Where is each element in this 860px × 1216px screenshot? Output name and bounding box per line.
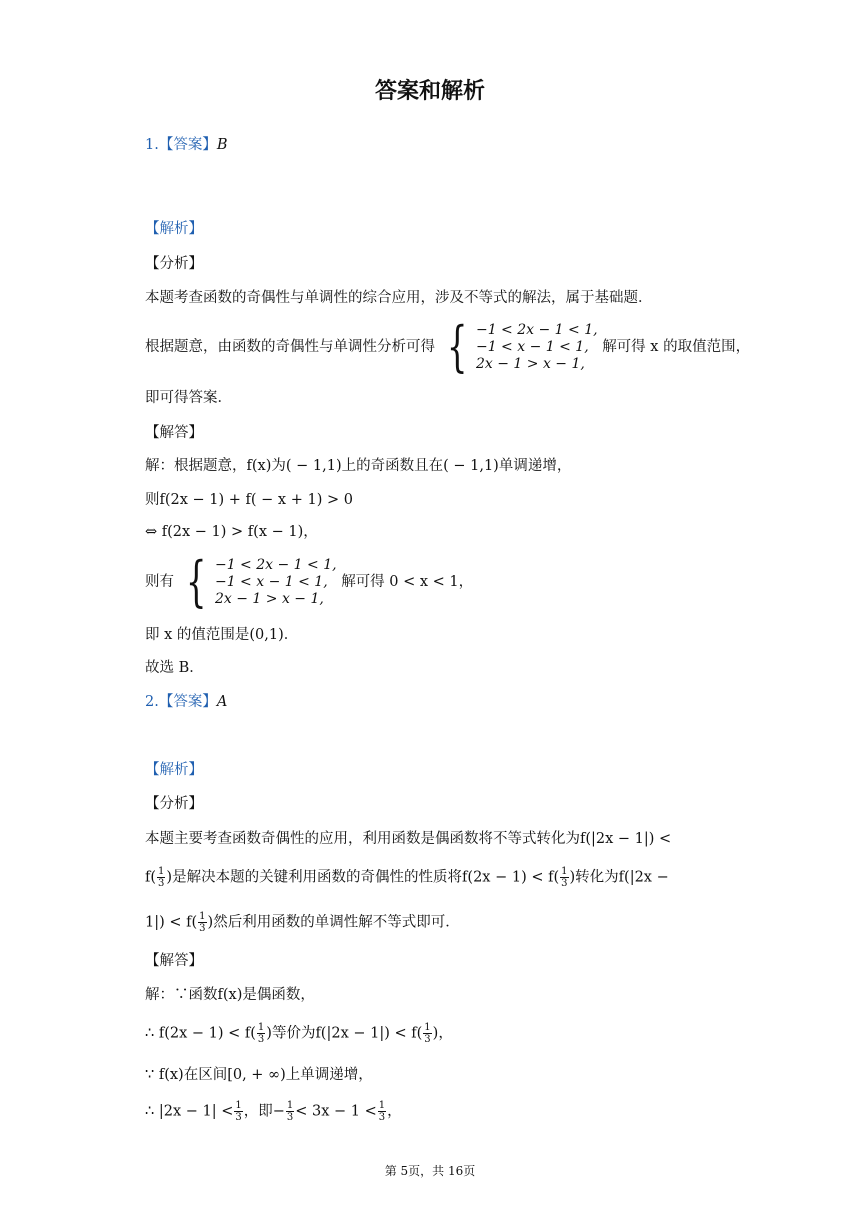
q1-answer: B (216, 137, 228, 153)
fraction-one-third: $\frac{1}{3}$ (257, 1022, 265, 1045)
fraction-one-third: $\frac{1}{3}$ (424, 1022, 431, 1045)
q1-fenxi-system (440, 315, 598, 378)
q1-step-4-post: 解可得 0 < x < 1， (341, 574, 474, 590)
q1-fenxi-end: 即可得答案． (145, 390, 232, 406)
q2-f2c: )转化为f(|2x − (569, 869, 669, 886)
page-title: 答案和解析 (374, 79, 485, 104)
q2-step-1: 解：∵函数f(x)是偶函数， (145, 987, 315, 1003)
q1-fenxi-text: 本题考查函数的奇偶性与单调性的综合应用，涉及不等式的解法，属于基础题． (145, 290, 653, 306)
q1-sys-row: −1 < 2x − 1 < 1, (475, 321, 598, 338)
fraction-one-third: $\frac{1}{3}$ (199, 911, 206, 934)
left-brace-icon: { (446, 315, 468, 378)
fraction-one-third: $\frac{1}{3}$ (286, 1100, 294, 1123)
left-brace-icon: { (185, 550, 207, 613)
q2-step-2 (145, 1022, 453, 1045)
q1-sys-row: 2x − 1 > x − 1, (475, 355, 585, 372)
q2-s4d: ， (387, 1103, 402, 1120)
q1-step-3: ⇔ f(2x − 1) > f(x − 1)， (145, 524, 318, 540)
q2-answer-tag: 【答案】 (158, 694, 217, 710)
q2-s4c: < 3x − 1 < (295, 1103, 377, 1120)
q2-f3b: )然后利用函数的单调性解不等式即可． (207, 914, 460, 931)
q2-fenxi-line-2 (145, 866, 669, 889)
q1-sys-row: 2x − 1 > x − 1, (214, 590, 324, 607)
q2-jiexi-tag: 【解析】 (145, 762, 203, 778)
q2-number: 2. (145, 694, 159, 710)
fraction-one-third: $\frac{1}{3}$ (378, 1100, 386, 1123)
q2-f2b: )是解决本题的关键利用函数的奇偶性的性质将f(2x − 1) < f( (166, 869, 560, 886)
q1-step-2: 则f(2x − 1) + f( − x + 1) > 0 (145, 492, 353, 508)
q1-jiexi-tag: 【解析】 (145, 221, 203, 237)
q2-answer: A (216, 694, 228, 710)
q2-answer-header (145, 692, 227, 712)
q2-jieda-tag: 【解答】 (145, 953, 203, 969)
fraction-one-third: $\frac{1}{3}$ (158, 866, 165, 889)
page-footer: 第 5页，共 16页 (384, 1164, 476, 1178)
q1-step-5: 即 x 的值范围是(0,1)． (145, 627, 299, 643)
q2-step-4 (145, 1100, 402, 1123)
q2-f2a: f( (145, 869, 157, 886)
q1-fenxi-tag: 【分析】 (145, 256, 203, 272)
q1-step-4-system (179, 550, 337, 613)
q1-step-4 (145, 550, 474, 613)
q1-step-4-pre: 则有 (145, 574, 174, 590)
q1-fenxi-pre: 根据题意，由函数的奇偶性与单调性分析可得 (145, 339, 435, 355)
q2-fenxi-tag: 【分析】 (145, 796, 203, 812)
fraction-one-third: $\frac{1}{3}$ (235, 1100, 242, 1123)
q1-sys-row: −1 < 2x − 1 < 1, (214, 556, 337, 573)
q2-s2c: )， (432, 1025, 453, 1042)
q2-fenxi-line-1: 本题主要考查函数奇偶性的应用，利用函数是偶函数将不等式转化为f(|2x − 1|) < (145, 831, 672, 847)
q2-s4a: ∴ |2x − 1| < (145, 1103, 234, 1120)
q1-sys-row: −1 < x − 1 < 1, (214, 573, 328, 590)
q1-number: 1. (145, 137, 159, 153)
q2-step-3: ∵ f(x)在区间[0, + ∞)上单调递增， (145, 1067, 373, 1083)
q2-s2a: ∴ f(2x − 1) < f( (145, 1025, 256, 1042)
q2-f3a: 1|) < f( (145, 914, 198, 931)
fraction-one-third: $\frac{1}{3}$ (561, 866, 568, 889)
q2-fenxi-line-3 (145, 911, 460, 934)
q2-s2b: )等价为f(|2x − 1|) < f( (266, 1025, 423, 1042)
q2-s4b: ，即− (243, 1103, 285, 1120)
q1-fenxi-system-line (145, 315, 751, 378)
q1-fenxi-post: 解可得 x 的取值范围， (602, 339, 751, 355)
q1-step-1: 解：根据题意，f(x)为( − 1,1)上的奇函数且在( − 1,1)单调递增， (145, 458, 572, 474)
q1-answer-header (145, 135, 228, 155)
q1-answer-tag: 【答案】 (158, 137, 217, 153)
q1-step-6: 故选 B． (145, 660, 204, 676)
q1-jieda-tag: 【解答】 (145, 425, 203, 441)
q1-sys-row: −1 < x − 1 < 1, (475, 338, 589, 355)
